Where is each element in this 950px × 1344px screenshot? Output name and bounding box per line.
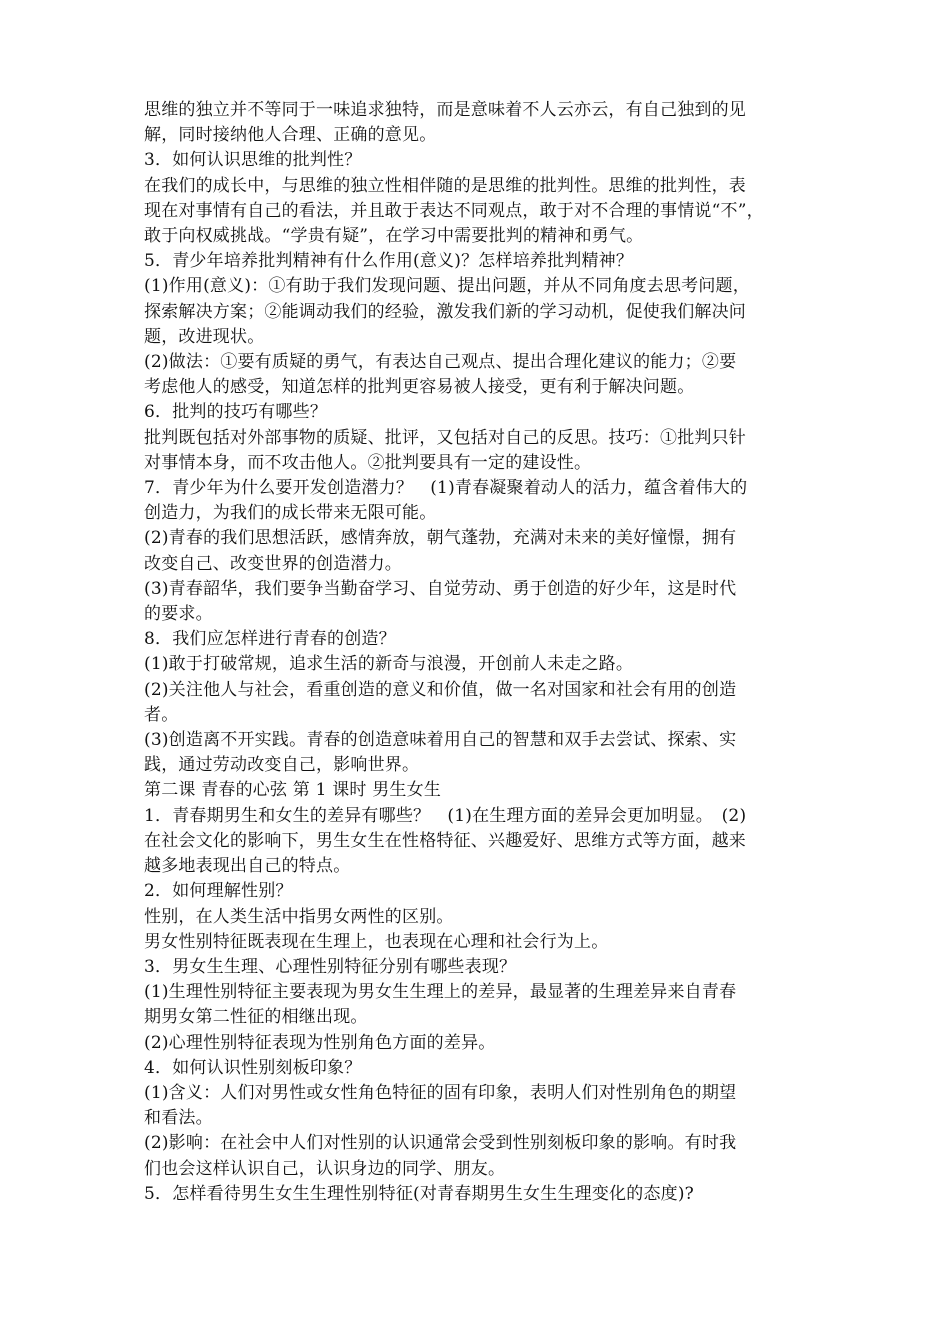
text-line: 现在对事情有自己的看法，并且敢于表达不同观点，敢于对不合理的事情说“不”，	[144, 200, 764, 221]
text-line: 践，通过劳动改变自己，影响世界。	[144, 755, 420, 776]
text-line: (2)青春的我们思想活跃，感情奔放，朝气蓬勃，充满对未来的美好憧憬，拥有	[144, 528, 737, 549]
text-line: 越多地表现出自己的特点。	[144, 856, 351, 877]
text-line: 们也会这样认识自己，认识身边的同学、朋友。	[144, 1158, 506, 1179]
text-line: 探索解决方案；②能调动我们的经验，激发我们新的学习动机，促使我们解决问	[144, 301, 746, 322]
text-line: (1)生理性别特征主要表现为男女生生理上的差异，最显著的生理差异来自青春	[144, 982, 737, 1003]
text-line: 考虑他人的感受，知道怎样的批判更容易被人接受，更有利于解决问题。	[144, 377, 695, 398]
text-line: (3)创造离不开实践。青春的创造意味着用自己的智慧和双手去尝试、探索、实	[144, 730, 737, 751]
question-heading: 7．青少年为什么要开发创造潜力？ (1)青春凝聚着动人的活力，蕴含着伟大的	[144, 478, 748, 499]
text-line: (1)敢于打破常规，追求生活的新奇与浪漫，开创前人未走之路。	[144, 654, 634, 675]
question-heading: 3．男女生生理、心理性别特征分别有哪些表现？	[144, 956, 517, 977]
text-line: 的要求。	[144, 604, 213, 625]
text-line: 对事情本身，而不攻击他人。②批判要具有一定的建设性。	[144, 452, 592, 473]
text-line: 创造力，为我们的成长带来无限可能。	[144, 503, 437, 524]
text-line: 在我们的成长中，与思维的独立性相伴随的是思维的批判性。思维的批判性，表	[144, 175, 746, 196]
text-line: (2)做法：①要有质疑的勇气，有表达自己观点、提出合理化建议的能力；②要	[144, 352, 737, 373]
text-line: (3)青春韶华，我们要争当勤奋学习、自觉劳动、勇于创造的好少年，这是时代	[144, 578, 737, 599]
text-line: (2)影响：在社会中人们对性别的认识通常会受到性别刻板印象的影响。有时我	[144, 1133, 737, 1154]
text-line: 解，同时接纳他人合理、正确的意见。	[144, 125, 437, 146]
text-line: (1)作用(意义)：①有助于我们发现问题、提出问题，并从不同角度去思考问题，	[144, 276, 750, 297]
text-line: 性别，在人类生活中指男女两性的区别。	[144, 906, 454, 927]
text-line: 题，改进现状。	[144, 326, 265, 347]
document-page	[144, 98, 816, 1207]
text-line: (1)含义：人们对男性或女性角色特征的固有印象，表明人们对性别角色的期望	[144, 1082, 737, 1103]
question-heading: 6．批判的技巧有哪些？	[144, 402, 328, 423]
text-line: 在社会文化的影响下，男生女生在性格特征、兴趣爱好、思维方式等方面，越来	[144, 830, 746, 851]
question-heading: 5．青少年培养批判精神有什么作用(意义)？怎样培养批判精神？	[144, 251, 634, 272]
text-line: (2)心理性别特征表现为性别角色方面的差异。	[144, 1032, 496, 1053]
text-line: 男女性别特征既表现在生理上，也表现在心理和社会行为上。	[144, 931, 609, 952]
lesson-heading: 第二课 青春的心弦 第 1 课时 男生女生	[144, 780, 442, 801]
text-line: 批判既包括对外部事物的质疑、批评，又包括对自己的反思。技巧：①批判只针	[144, 427, 746, 448]
text-line: 思维的独立并不等同于一味追求独特，而是意味着不人云亦云，有自己独到的见	[144, 100, 746, 120]
text-line: 和看法。	[144, 1108, 213, 1129]
question-heading: 3．如何认识思维的批判性？	[144, 150, 362, 171]
question-heading: 1．青春期男生和女生的差异有哪些？ (1)在生理方面的差异会更加明显。 (2)	[144, 805, 747, 826]
question-heading: 2．如何理解性别？	[144, 881, 293, 902]
text-line: 者。	[144, 704, 179, 725]
question-heading: 5．怎样看待男生女生生理性别特征(对青春期男生女生生理变化的态度)?	[144, 1183, 694, 1204]
text-line: 改变自己、改变世界的创造潜力。	[144, 553, 402, 574]
text-line: (2)关注他人与社会，看重创造的意义和价值，做一名对国家和社会有用的创造	[144, 679, 737, 700]
question-heading: 8．我们应怎样进行青春的创造？	[144, 629, 396, 650]
text-line: 敢于向权威挑战。“学贵有疑”，在学习中需要批判的精神和勇气。	[144, 226, 644, 247]
text-line: 期男女第二性征的相继出现。	[144, 1007, 368, 1028]
question-heading: 4．如何认识性别刻板印象？	[144, 1057, 362, 1078]
